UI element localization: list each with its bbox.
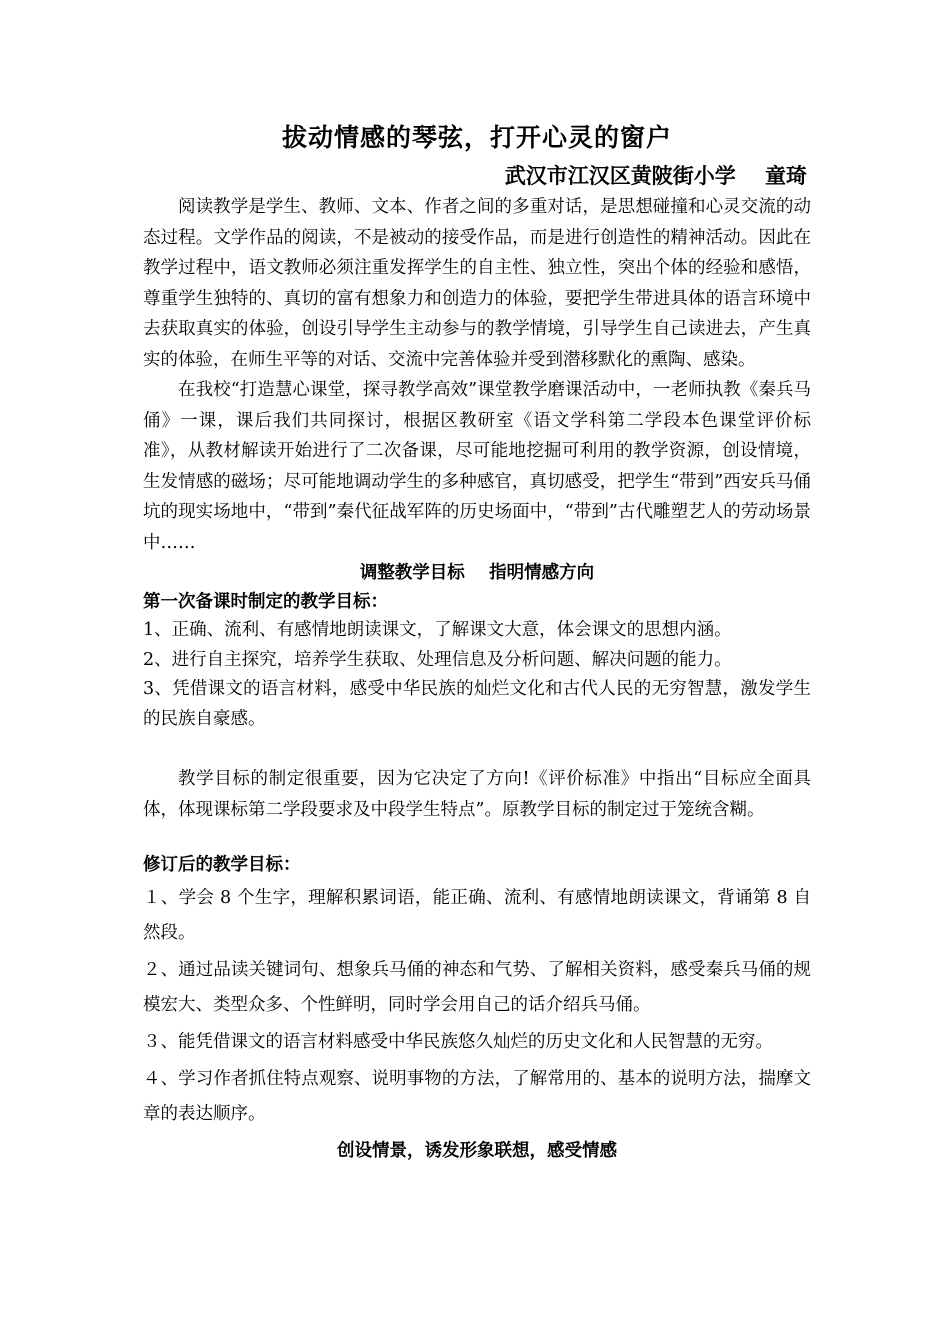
- revised-goal-item-3: ３、能凭借课文的语言材料感受中华民族悠久灿烂的历史文化和人民智慧的无穷。: [143, 1032, 773, 1052]
- revised-goal-item-1: １、学会 8 个生字，理解积累词语，能正确、流利、有感情地朗读课文，背诵第 8 自然段。: [143, 888, 811, 943]
- first-goal-item-3: 3、凭借课文的语言材料，感受中华民族的灿烂文化和古代人民的无穷智慧，激发学生的民族自豪感。: [143, 679, 811, 729]
- goals-commentary: 教学目标的制定很重要，因为它决定了方向!《评价标准》中指出“目标应全面具体，体现课标第二学段要求及中段学生特点”。原教学目标的制定过于笼统含糊。: [143, 769, 811, 820]
- section-heading-scenes: 创设情景，诱发形象联想，感受情感: [337, 1141, 617, 1161]
- section-heading-goals: 调整教学目标 指明情感方向: [359, 563, 595, 583]
- first-goal-item-1: 1、正确、流利、有感情地朗读课文，了解课文大意，体会课文的思想内涵。: [143, 620, 732, 640]
- intro-paragraph-1: 阅读教学是学生、教师、文本、作者之间的多重对话，是思想碰撞和心灵交流的动态过程。文学作品的阅读，不是被动的接受作品，而是进行创造性的精神活动。因此在教学过程中，语文教师必须注重发挥学生的自主性、独立性，突出个体的经验和感悟，尊重学生独特的、真切的富有想象力和创造力的体验，要把学生带进具体的语言环境中去获取真实的体验，创设引导学生主动参与的教学情境，引导学生自己读进去，产生真实的体验，在师生平等的对话、交流中完善体验并受到潜移默化的熏陶、感染。: [143, 197, 811, 370]
- blank-line: [143, 825, 811, 851]
- blank-line: [143, 734, 811, 764]
- intro-paragraph-2: 在我校“打造慧心课堂，探寻教学高效”课堂教学磨课活动中，一老师执教《秦兵马俑》一课，课后我们共同探讨，根据区教研室《语文学科第二学段本色课堂评价标准》，从教材解读开始进行了二次备课，尽可能地挖掘可利用的教学资源，创设情境，生发情感的磁场；尽可能地调动学生的多种感官，真切感受，把学生“带到”西安兵马俑坑的现实场地中，“带到”秦代征战军阵的历史场面中，“带到”古代雕塑艺人的劳动场景中……: [143, 380, 811, 553]
- revised-goals-label: 修订后的教学目标：: [143, 855, 301, 875]
- revised-goal-item-4: ４、学习作者抓住特点观察、说明事物的方法，了解常用的、基本的说明方法，揣摩文章的表达顺序。: [143, 1069, 811, 1124]
- author-line: 武汉市江汉区黄陂街小学 童琦: [504, 164, 807, 188]
- first-goal-item-2: 2、进行自主探究，培养学生获取、处理信息及分析问题、解决问题的能力。: [143, 649, 732, 670]
- document-page: [143, 118, 811, 1166]
- first-goals-label: 第一次备课时制定的教学目标：: [143, 592, 388, 612]
- revised-goal-item-2: ２、通过品读关键词句、想象兵马俑的神态和气势、了解相关资料，感受秦兵马俑的规模宏大、类型众多、个性鲜明，同时学会用自己的话介绍兵马俑。: [143, 960, 811, 1015]
- document-title: 拔动情感的琴弦，打开心灵的窗户: [281, 123, 672, 152]
